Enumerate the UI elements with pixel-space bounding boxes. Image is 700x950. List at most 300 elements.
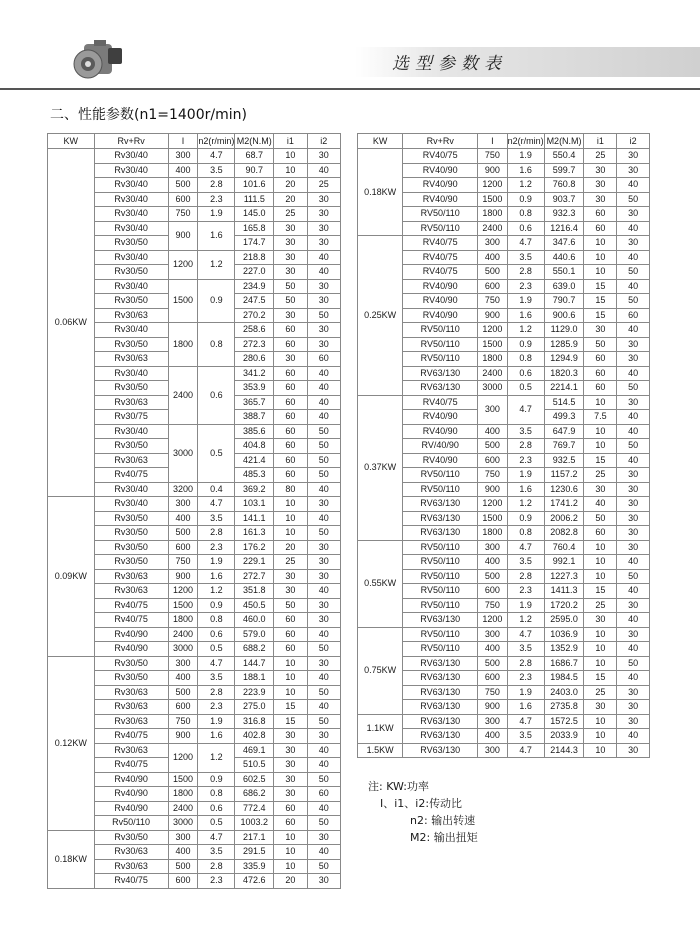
ratio-i2-cell: 40 (307, 482, 340, 497)
ratio-i2-cell: 50 (307, 772, 340, 787)
output-torque-cell: 1720.2 (544, 598, 584, 613)
ratio-cell: 600 (478, 279, 507, 294)
ratio-i2-cell: 40 (617, 453, 650, 468)
ratio-cell: 300 (168, 656, 198, 671)
ratio-i2-cell: 40 (617, 250, 650, 265)
ratio-i1-cell: 30 (584, 482, 617, 497)
model-cell: Rv40/90 (94, 801, 168, 816)
output-torque-cell: 1003.2 (235, 816, 274, 831)
ratio-cell: 2400 (168, 627, 198, 642)
ratio-i1-cell: 20 (274, 540, 307, 555)
column-header: M2(N.M) (544, 134, 584, 149)
output-speed-cell: 0.8 (198, 323, 235, 367)
ratio-i1-cell: 10 (584, 569, 617, 584)
output-torque-cell: 499.3 (544, 410, 584, 425)
ratio-i1-cell: 10 (584, 236, 617, 251)
ratio-cell: 600 (168, 540, 198, 555)
ratio-i2-cell: 40 (617, 323, 650, 338)
output-speed-cell: 2.3 (198, 192, 235, 207)
model-cell: RV63/130 (403, 685, 478, 700)
ratio-i2-cell: 30 (307, 337, 340, 352)
output-speed-cell: 2.8 (198, 685, 235, 700)
output-speed-cell: 1.2 (198, 250, 235, 279)
ratio-i1-cell: 10 (274, 656, 307, 671)
ratio-i2-cell: 30 (617, 700, 650, 715)
model-cell: Rv30/63 (94, 395, 168, 410)
ratio-i2-cell: 40 (307, 366, 340, 381)
ratio-i2-cell: 40 (617, 671, 650, 686)
model-cell: RV50/110 (403, 569, 478, 584)
ratio-cell: 2400 (168, 366, 198, 424)
output-speed-cell: 1.2 (198, 743, 235, 772)
ratio-cell: 300 (478, 714, 507, 729)
column-header: n2(r/min) (198, 134, 235, 149)
ratio-i2-cell: 30 (617, 468, 650, 483)
model-cell: Rv30/40 (94, 163, 168, 178)
ratio-cell: 400 (478, 250, 507, 265)
ratio-cell: 400 (478, 424, 507, 439)
performance-table-left (47, 133, 341, 889)
output-torque-cell: 2403.0 (544, 685, 584, 700)
output-speed-cell: 1.2 (198, 584, 235, 599)
output-speed-cell: 3.5 (198, 163, 235, 178)
output-speed-cell: 0.9 (198, 772, 235, 787)
output-torque-cell: 227.0 (235, 265, 274, 280)
output-speed-cell: 1.9 (198, 555, 235, 570)
ratio-i1-cell: 30 (274, 308, 307, 323)
output-torque-cell: 2144.3 (544, 743, 584, 758)
output-torque-cell: 272.3 (235, 337, 274, 352)
output-speed-cell: 0.6 (198, 627, 235, 642)
output-speed-cell: 0.5 (198, 642, 235, 657)
ratio-i2-cell: 50 (617, 192, 650, 207)
ratio-i1-cell: 30 (274, 236, 307, 251)
model-cell: Rv30/40 (94, 192, 168, 207)
model-cell: Rv30/50 (94, 294, 168, 309)
ratio-i1-cell: 10 (274, 149, 307, 164)
ratio-cell: 1200 (478, 323, 507, 338)
output-speed-cell: 3.5 (507, 729, 544, 744)
ratio-cell: 3000 (168, 642, 198, 657)
output-speed-cell: 1.9 (507, 294, 544, 309)
output-speed-cell: 0.9 (198, 598, 235, 613)
ratio-i2-cell: 30 (307, 279, 340, 294)
column-header: Rv+Rv (94, 134, 168, 149)
model-cell: Rv30/63 (94, 685, 168, 700)
ratio-i1-cell: 60 (274, 642, 307, 657)
model-cell: Rv30/40 (94, 424, 168, 439)
output-torque-cell: 176.2 (235, 540, 274, 555)
output-speed-cell: 1.2 (507, 178, 544, 193)
ratio-cell: 1200 (168, 584, 198, 599)
output-speed-cell: 0.6 (198, 366, 235, 424)
output-speed-cell: 3.5 (198, 845, 235, 860)
power-kw-cell: 0.18KW (48, 830, 95, 888)
ratio-i2-cell: 50 (307, 424, 340, 439)
model-cell: Rv30/40 (94, 149, 168, 164)
ratio-cell: 900 (168, 729, 198, 744)
model-cell: Rv30/75 (94, 410, 168, 425)
output-speed-cell: 1.2 (507, 613, 544, 628)
ratio-i2-cell: 40 (307, 395, 340, 410)
output-torque-cell: 686.2 (235, 787, 274, 802)
output-torque-cell: 1572.5 (544, 714, 584, 729)
ratio-i2-cell: 40 (617, 613, 650, 628)
ratio-cell: 900 (168, 569, 198, 584)
table-row (358, 540, 650, 555)
output-torque-cell: 165.8 (235, 221, 274, 236)
model-cell: Rv40/75 (94, 758, 168, 773)
output-speed-cell: 4.7 (198, 656, 235, 671)
header-divider (0, 88, 700, 90)
output-torque-cell: 1984.5 (544, 671, 584, 686)
ratio-i2-cell: 50 (617, 439, 650, 454)
model-cell: Rv30/40 (94, 221, 168, 236)
table-row (48, 656, 341, 671)
output-speed-cell: 1.6 (198, 569, 235, 584)
ratio-cell: 500 (168, 685, 198, 700)
ratio-cell: 1500 (168, 772, 198, 787)
ratio-cell: 600 (478, 584, 507, 599)
ratio-i1-cell: 50 (584, 337, 617, 352)
output-speed-cell: 0.8 (198, 613, 235, 628)
ratio-i2-cell: 40 (617, 178, 650, 193)
table-row (358, 714, 650, 729)
ratio-cell: 500 (168, 178, 198, 193)
ratio-i1-cell: 7.5 (584, 410, 617, 425)
ratio-i2-cell: 30 (307, 221, 340, 236)
output-speed-cell: 1.2 (507, 323, 544, 338)
ratio-i1-cell: 80 (274, 482, 307, 497)
ratio-cell: 3000 (168, 424, 198, 482)
output-torque-cell: 144.7 (235, 656, 274, 671)
ratio-i1-cell: 60 (274, 816, 307, 831)
ratio-i2-cell: 60 (307, 787, 340, 802)
model-cell: Rv30/40 (94, 323, 168, 338)
output-torque-cell: 351.8 (235, 584, 274, 599)
output-torque-cell: 111.5 (235, 192, 274, 207)
ratio-cell: 1800 (478, 526, 507, 541)
power-kw-cell: 0.25KW (358, 236, 403, 396)
output-torque-cell: 247.5 (235, 294, 274, 309)
output-speed-cell: 2.3 (507, 671, 544, 686)
ratio-cell: 2400 (478, 221, 507, 236)
model-cell: RV50/110 (403, 207, 478, 222)
model-cell: Rv30/63 (94, 859, 168, 874)
output-torque-cell: 404.8 (235, 439, 274, 454)
ratio-cell: 400 (168, 511, 198, 526)
output-speed-cell: 4.7 (198, 149, 235, 164)
ratio-cell: 400 (478, 642, 507, 657)
model-cell: RV63/130 (403, 381, 478, 396)
output-torque-cell: 341.2 (235, 366, 274, 381)
ratio-i1-cell: 60 (584, 352, 617, 367)
ratio-cell: 3000 (168, 816, 198, 831)
column-header: i1 (584, 134, 617, 149)
ratio-cell: 900 (168, 221, 198, 250)
model-cell: RV40/90 (403, 178, 478, 193)
ratio-i1-cell: 30 (584, 163, 617, 178)
output-speed-cell: 3.5 (198, 511, 235, 526)
ratio-i1-cell: 15 (584, 308, 617, 323)
ratio-i2-cell: 30 (307, 569, 340, 584)
output-torque-cell: 992.1 (544, 555, 584, 570)
model-cell: RV63/130 (403, 366, 478, 381)
model-cell: Rv30/50 (94, 265, 168, 280)
output-speed-cell: 0.5 (198, 816, 235, 831)
ratio-i1-cell: 20 (274, 192, 307, 207)
output-speed-cell: 1.6 (198, 221, 235, 250)
ratio-i1-cell: 10 (274, 497, 307, 512)
ratio-i1-cell: 30 (584, 192, 617, 207)
output-torque-cell: 460.0 (235, 613, 274, 628)
output-speed-cell: 0.9 (507, 337, 544, 352)
model-cell: Rv30/50 (94, 656, 168, 671)
output-torque-cell: 760.4 (544, 540, 584, 555)
output-speed-cell: 0.9 (198, 279, 235, 323)
ratio-i2-cell: 50 (307, 526, 340, 541)
output-torque-cell: 550.1 (544, 265, 584, 280)
ratio-i1-cell: 30 (274, 758, 307, 773)
ratio-i1-cell: 10 (584, 424, 617, 439)
output-torque-cell: 932.5 (544, 453, 584, 468)
model-cell: Rv40/90 (94, 627, 168, 642)
ratio-i2-cell: 50 (307, 816, 340, 831)
output-speed-cell: 3.5 (198, 671, 235, 686)
output-torque-cell: 440.6 (544, 250, 584, 265)
output-torque-cell: 510.5 (235, 758, 274, 773)
output-speed-cell: 1.9 (507, 598, 544, 613)
ratio-cell: 300 (168, 149, 198, 164)
ratio-i1-cell: 20 (274, 874, 307, 889)
ratio-i2-cell: 50 (307, 642, 340, 657)
output-torque-cell: 316.8 (235, 714, 274, 729)
ratio-cell: 1500 (168, 598, 198, 613)
note-torque: M2: 输出扭矩 (410, 831, 478, 844)
model-cell: RV40/75 (403, 250, 478, 265)
ratio-i1-cell: 60 (274, 410, 307, 425)
output-torque-cell: 2006.2 (544, 511, 584, 526)
ratio-cell: 400 (478, 555, 507, 570)
ratio-i2-cell: 30 (307, 830, 340, 845)
model-cell: RV50/110 (403, 642, 478, 657)
ratio-cell: 1800 (168, 787, 198, 802)
output-torque-cell: 760.8 (544, 178, 584, 193)
ratio-i2-cell: 40 (307, 410, 340, 425)
model-cell: Rv30/50 (94, 555, 168, 570)
ratio-cell: 1800 (478, 207, 507, 222)
ratio-i1-cell: 10 (584, 642, 617, 657)
ratio-i1-cell: 50 (274, 279, 307, 294)
ratio-i1-cell: 15 (274, 714, 307, 729)
ratio-i1-cell: 10 (584, 250, 617, 265)
model-cell: Rv30/40 (94, 250, 168, 265)
ratio-i2-cell: 30 (307, 149, 340, 164)
ratio-i1-cell: 60 (274, 424, 307, 439)
model-cell: RV40/90 (403, 410, 478, 425)
table-row (358, 743, 650, 758)
model-cell: RV50/110 (403, 540, 478, 555)
model-cell: RV50/110 (403, 352, 478, 367)
output-torque-cell: 903.7 (544, 192, 584, 207)
ratio-i1-cell: 10 (274, 845, 307, 860)
output-torque-cell: 145.0 (235, 207, 274, 222)
model-cell: RV40/75 (403, 236, 478, 251)
ratio-i2-cell: 40 (307, 511, 340, 526)
output-torque-cell: 1227.3 (544, 569, 584, 584)
ratio-i1-cell: 10 (274, 685, 307, 700)
model-cell: Rv50/110 (94, 816, 168, 831)
output-torque-cell: 2033.9 (544, 729, 584, 744)
ratio-i2-cell: 50 (617, 265, 650, 280)
model-cell: Rv30/63 (94, 308, 168, 323)
output-speed-cell: 2.8 (507, 569, 544, 584)
column-header: n2(r/min) (507, 134, 544, 149)
ratio-i1-cell: 10 (274, 859, 307, 874)
ratio-i1-cell: 60 (584, 366, 617, 381)
ratio-i1-cell: 50 (274, 294, 307, 309)
ratio-i1-cell: 10 (584, 714, 617, 729)
model-cell: Rv30/40 (94, 482, 168, 497)
column-header: KW (358, 134, 403, 149)
output-torque-cell: 217.1 (235, 830, 274, 845)
ratio-cell: 1200 (478, 178, 507, 193)
ratio-i1-cell: 15 (274, 700, 307, 715)
ratio-i2-cell: 50 (307, 453, 340, 468)
ratio-cell: 500 (478, 439, 507, 454)
output-speed-cell: 4.7 (198, 497, 235, 512)
output-torque-cell: 932.3 (544, 207, 584, 222)
output-speed-cell: 1.6 (198, 729, 235, 744)
output-torque-cell: 291.5 (235, 845, 274, 860)
output-speed-cell: 1.6 (507, 163, 544, 178)
ratio-i2-cell: 40 (617, 584, 650, 599)
ratio-i2-cell: 30 (617, 526, 650, 541)
output-torque-cell: 174.7 (235, 236, 274, 251)
ratio-i2-cell: 30 (307, 874, 340, 889)
ratio-cell: 750 (168, 207, 198, 222)
model-cell: RV50/110 (403, 627, 478, 642)
model-cell: Rv30/50 (94, 511, 168, 526)
ratio-i2-cell: 50 (617, 381, 650, 396)
output-speed-cell: 2.3 (198, 874, 235, 889)
ratio-i2-cell: 40 (307, 801, 340, 816)
output-torque-cell: 1411.3 (544, 584, 584, 599)
ratio-i1-cell: 20 (274, 178, 307, 193)
ratio-i1-cell: 15 (584, 279, 617, 294)
ratio-i2-cell: 40 (617, 642, 650, 657)
output-speed-cell: 2.8 (198, 526, 235, 541)
output-torque-cell: 485.3 (235, 468, 274, 483)
model-cell: RV63/130 (403, 743, 478, 758)
ratio-i2-cell: 50 (617, 656, 650, 671)
column-header: Rv+Rv (403, 134, 478, 149)
output-speed-cell: 0.6 (507, 366, 544, 381)
output-torque-cell: 450.5 (235, 598, 274, 613)
model-cell: RV40/90 (403, 163, 478, 178)
output-torque-cell: 421.4 (235, 453, 274, 468)
ratio-i2-cell: 30 (307, 613, 340, 628)
output-speed-cell: 1.9 (507, 685, 544, 700)
model-cell: Rv30/63 (94, 714, 168, 729)
model-cell: RV63/130 (403, 700, 478, 715)
ratio-i2-cell: 40 (617, 424, 650, 439)
ratio-cell: 750 (168, 555, 198, 570)
ratio-cell: 3200 (168, 482, 198, 497)
ratio-i1-cell: 10 (584, 729, 617, 744)
output-torque-cell: 369.2 (235, 482, 274, 497)
output-speed-cell: 0.6 (507, 221, 544, 236)
ratio-i2-cell: 40 (307, 381, 340, 396)
output-torque-cell: 469.1 (235, 743, 274, 758)
output-speed-cell: 2.3 (198, 540, 235, 555)
ratio-i1-cell: 15 (584, 453, 617, 468)
output-torque-cell: 353.9 (235, 381, 274, 396)
model-cell: Rv30/63 (94, 569, 168, 584)
ratio-i1-cell: 10 (584, 265, 617, 280)
model-cell: Rv40/75 (94, 874, 168, 889)
output-speed-cell: 3.5 (507, 250, 544, 265)
ratio-i1-cell: 30 (274, 250, 307, 265)
ratio-cell: 750 (168, 714, 198, 729)
model-cell: RV50/110 (403, 221, 478, 236)
ratio-i2-cell: 40 (307, 845, 340, 860)
ratio-i1-cell: 60 (274, 337, 307, 352)
output-speed-cell: 0.8 (507, 526, 544, 541)
ratio-i1-cell: 10 (274, 830, 307, 845)
ratio-i2-cell: 30 (307, 323, 340, 338)
output-speed-cell: 4.7 (507, 540, 544, 555)
model-cell: Rv30/50 (94, 236, 168, 251)
column-header: i2 (307, 134, 340, 149)
ratio-i1-cell: 30 (274, 772, 307, 787)
ratio-cell: 300 (478, 395, 507, 424)
output-torque-cell: 141.1 (235, 511, 274, 526)
ratio-i1-cell: 60 (584, 526, 617, 541)
ratio-cell: 750 (478, 685, 507, 700)
model-cell: RV50/110 (403, 555, 478, 570)
ratio-i1-cell: 30 (584, 613, 617, 628)
model-cell: RV63/130 (403, 729, 478, 744)
output-torque-cell: 218.8 (235, 250, 274, 265)
model-cell: RV63/130 (403, 671, 478, 686)
ratio-i1-cell: 60 (274, 613, 307, 628)
output-speed-cell: 2.8 (507, 656, 544, 671)
model-cell: RV63/130 (403, 714, 478, 729)
model-cell: RV50/110 (403, 584, 478, 599)
ratio-cell: 1500 (478, 192, 507, 207)
model-cell: RV40/90 (403, 453, 478, 468)
ratio-cell: 750 (478, 468, 507, 483)
output-torque-cell: 1352.9 (544, 642, 584, 657)
ratio-cell: 500 (478, 656, 507, 671)
output-torque-cell: 2214.1 (544, 381, 584, 396)
column-header: KW (48, 134, 95, 149)
ratio-i1-cell: 60 (274, 366, 307, 381)
ratio-i2-cell: 50 (617, 569, 650, 584)
column-header: I (168, 134, 198, 149)
ratio-i1-cell: 15 (584, 671, 617, 686)
ratio-cell: 1200 (168, 250, 198, 279)
output-speed-cell: 0.8 (507, 352, 544, 367)
output-torque-cell: 647.9 (544, 424, 584, 439)
model-cell: Rv30/63 (94, 584, 168, 599)
ratio-cell: 300 (168, 830, 198, 845)
model-cell: RV63/130 (403, 526, 478, 541)
ratio-i1-cell: 50 (584, 511, 617, 526)
output-torque-cell: 68.7 (235, 149, 274, 164)
note-speed: n2: 输出转速 (410, 814, 476, 827)
